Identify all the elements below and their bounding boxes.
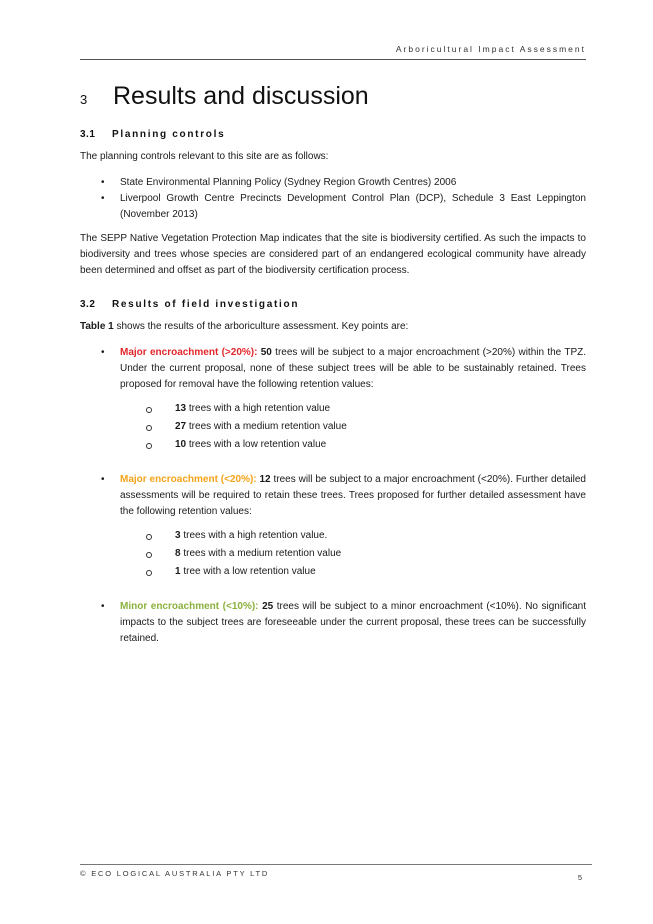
result-point: • Minor encroachment (<10%): 25 trees will be subject to a minor encroachment (<10%). No significant impacts to the subject trees are foreseeable under the current proposal, these trees can be successfully retained. — [101, 601, 586, 644]
subsection-title: Results of field investigation — [112, 299, 300, 310]
bullet-icon: • — [101, 193, 105, 204]
planning-intro: The planning controls relevant to this site are as follows: — [80, 151, 329, 162]
circle-bullet-icon — [146, 443, 152, 449]
subsection-title: Planning controls — [112, 129, 226, 140]
subsection-number: 3.2 — [80, 299, 96, 310]
list-item: 1 tree with a low retention value — [120, 563, 586, 581]
page-content — [80, 82, 586, 665]
bullet-icon: • — [101, 177, 105, 188]
list-item: 8 trees with a medium retention value — [120, 545, 586, 563]
list-item: 13 trees with a high retention value — [120, 400, 586, 418]
circle-bullet-icon — [146, 552, 152, 558]
list-item: • State Environmental Planning Policy (Sydney Region Growth Centres) 2006 — [80, 175, 586, 191]
encroachment-label: Minor encroachment (<10%): — [120, 601, 259, 612]
circle-bullet-icon — [146, 570, 152, 576]
retention-list — [120, 527, 586, 581]
retention-list — [120, 400, 586, 454]
encroachment-label: Major encroachment (<20%): — [120, 474, 257, 485]
list-item: • Liverpool Growth Centre Precincts Development Control Plan (DCP), Schedule 3 East Leppington (November 2013) — [101, 193, 586, 220]
bullet-icon: • — [101, 347, 105, 358]
results-list — [80, 345, 586, 647]
tree-count: 25 — [262, 601, 274, 612]
encroachment-label: Major encroachment (>20%): — [120, 347, 258, 358]
footer-company: © ECO LOGICAL AUSTRALIA PTY LTD — [80, 869, 270, 878]
list-item: 10 trees with a low retention value — [120, 436, 586, 454]
section-heading — [80, 82, 586, 111]
section-number: 3 — [80, 92, 88, 107]
tree-count: 50 — [260, 347, 272, 358]
result-point: • Major encroachment (<20%): 12 trees will be subject to a major encroachment (<20%). Further detailed assessments will be required to retain these trees. Trees proposed for further detailed assessment have the following retention values: 3 trees with a high retention value. 8 trees with a medium retention value 1 tree with a low retention value — [80, 472, 586, 581]
page-number: 5 — [577, 873, 582, 882]
subsection-number: 3.1 — [80, 129, 96, 140]
sepp-paragraph: The SEPP Native Vegetation Protection Map indicates that the site is biodiversity certified. As such the impacts to biodiversity and trees whose species are considered part of an endangered ecological community have already been determined and offset as part of the biodiversity certification process. — [80, 233, 586, 276]
running-header: Arboricultural Impact Assessment — [80, 44, 586, 60]
bullet-icon: • — [101, 474, 105, 485]
subsection-heading-planning — [80, 129, 586, 140]
table-reference: Table 1 — [80, 321, 114, 332]
planning-list — [80, 175, 586, 223]
list-item: 27 trees with a medium retention value — [120, 418, 586, 436]
tree-count: 12 — [259, 474, 271, 485]
results-intro: Table 1 shows the results of the arboriculture assessment. Key points are: — [80, 321, 409, 332]
footer — [80, 864, 592, 882]
list-item: 3 trees with a high retention value. — [120, 527, 586, 545]
result-point: • Major encroachment (>20%): 50 trees will be subject to a major encroachment (>20%) within the TPZ. Under the current proposal, none of these subject trees will be able to be sustainably retained. Trees proposed for removal have the following retention values: 13 trees with a high retention value 27 trees with a medium retention value 10 trees with a low retention value — [80, 345, 586, 454]
circle-bullet-icon — [146, 425, 152, 431]
section-title: Results and discussion — [113, 82, 369, 110]
circle-bullet-icon — [146, 534, 152, 540]
subsection-heading-results — [80, 299, 586, 310]
bullet-icon: • — [101, 601, 105, 612]
circle-bullet-icon — [146, 407, 152, 413]
